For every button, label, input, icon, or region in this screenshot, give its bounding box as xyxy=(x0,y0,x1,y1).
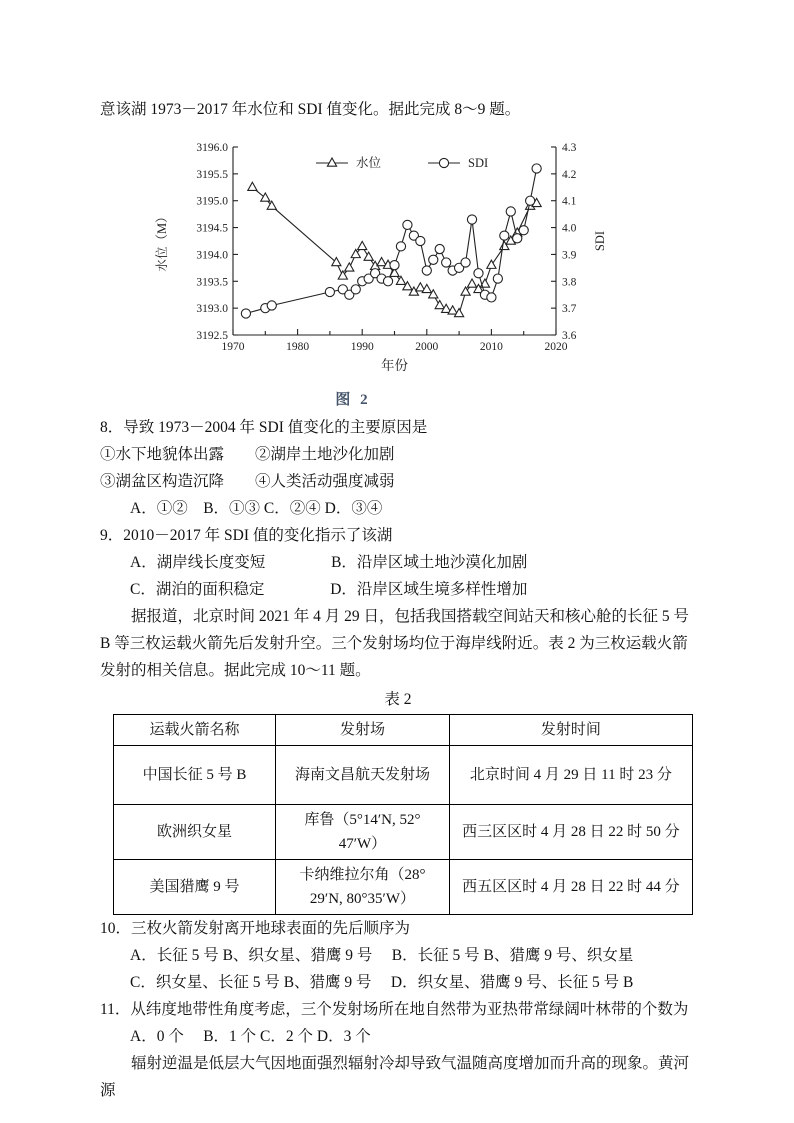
table-cell: 欧洲织女星 xyxy=(114,805,276,860)
table-cell: 北京时间 4 月 29 日 11 时 23 分 xyxy=(449,746,692,805)
svg-text:3.9: 3.9 xyxy=(562,249,577,262)
table-header-cell: 发射场 xyxy=(276,715,450,746)
inversion-paragraph: 辐射逆温是低层大气因地面强烈辐射冷却导致气温随高度增加而升高的现象。黄河源 xyxy=(100,1055,690,1099)
svg-text:3195.0: 3195.0 xyxy=(196,195,228,208)
table-header-row xyxy=(114,715,693,746)
rocket-table-head xyxy=(114,715,693,746)
water-level-sdi-line-chart xyxy=(128,133,638,383)
rocket-paragraph: 据报道，北京时间 2021 年 4 月 29 日，包括我国搭载空间站天和核心舱的长征 5 号 B 等三枚运载火箭先后发射升空。三个发射场均位于海岸线附近。表 2 为三枚运载火箭发射的相关信息。据此完成 10～11 题。 xyxy=(100,608,690,679)
table-cell: 中国长征 5 号 B xyxy=(114,746,276,805)
svg-text:4.0: 4.0 xyxy=(562,222,577,235)
svg-text:3196.0: 3196.0 xyxy=(196,142,228,154)
question-11-options: A．0 个 B．1 个 C．2 个 D．3 个 xyxy=(130,1028,371,1045)
question-8-item-line2: ③湖盆区构造沉降 ④人类活动强度减弱 xyxy=(100,473,395,490)
question-9-options-line2: C．湖泊的面积稳定 D．沿岸区域生境多样性增加 xyxy=(130,581,528,598)
question-11-stem: 11．从纬度地带性角度考虑，三个发射场所在地自然带为亚热带常绿阔叶林带的个数为 xyxy=(100,1001,689,1018)
svg-text:SDI: SDI xyxy=(593,230,607,252)
svg-text:3194.0: 3194.0 xyxy=(196,249,228,262)
table-cell: 库鲁（5°14′N, 52° 47′W） xyxy=(276,805,450,860)
svg-text:3.7: 3.7 xyxy=(562,303,577,316)
table-cell: 海南文昌航天发射场 xyxy=(276,746,450,805)
table-cell: 西五区区时 4 月 28 日 22 时 44 分 xyxy=(449,860,692,915)
svg-text:1970: 1970 xyxy=(221,341,245,353)
question-8-item-line1: ①水下地貌体出露 ②湖岸土地沙化加剧 xyxy=(100,446,395,463)
svg-text:1980: 1980 xyxy=(286,341,310,353)
svg-text:3.6: 3.6 xyxy=(562,330,577,342)
table-cell: 西三区区时 4 月 28 日 22 时 50 分 xyxy=(449,805,692,860)
question-9-stem: 9．2010－2017 年 SDI 值的变化指示了该湖 xyxy=(100,527,393,544)
table-cell: 美国猎鹰 9 号 xyxy=(114,860,276,915)
table-header-cell: 发射时间 xyxy=(449,715,692,746)
svg-text:3195.5: 3195.5 xyxy=(196,168,228,181)
svg-text:1990: 1990 xyxy=(350,341,374,353)
table-row xyxy=(114,860,693,915)
table-row xyxy=(114,805,693,860)
table-header-cell: 运载火箭名称 xyxy=(114,715,276,746)
svg-text:2010: 2010 xyxy=(479,341,503,353)
figure-caption: 图 2 xyxy=(335,392,371,408)
question-8 xyxy=(100,414,696,522)
question-10-options-line2: C．织女星、长征 5 号 B、猎鹰 9 号 D．织女星、猎鹰 9 号、长征 5 号 B xyxy=(130,974,634,991)
question-11 xyxy=(100,996,696,1050)
table-cell: 卡纳维拉尔角（28° 29′N, 80°35′W） xyxy=(276,860,450,915)
svg-text:4.3: 4.3 xyxy=(562,142,577,154)
svg-text:4.2: 4.2 xyxy=(562,168,577,181)
svg-text:3192.5: 3192.5 xyxy=(196,330,228,342)
svg-text:水位（M）: 水位（M） xyxy=(155,210,169,272)
question-8-stem: 8．导致 1973－2004 年 SDI 值变化的主要原因是 xyxy=(100,419,428,436)
svg-text:2020: 2020 xyxy=(544,341,568,353)
svg-text:3193.0: 3193.0 xyxy=(196,303,228,316)
figure-2 xyxy=(128,133,638,414)
svg-text:年份: 年份 xyxy=(381,358,408,373)
intro-paragraph: 意该湖 1973－2017 年水位和 SDI 值变化。据此完成 8～9 题。 xyxy=(100,101,521,118)
svg-text:4.1: 4.1 xyxy=(562,195,577,208)
svg-text:3.8: 3.8 xyxy=(562,276,577,289)
svg-text:SDI: SDI xyxy=(468,156,489,170)
rocket-table-body xyxy=(114,746,693,915)
rocket-table xyxy=(113,714,693,915)
svg-text:3193.5: 3193.5 xyxy=(196,276,228,289)
svg-text:水位: 水位 xyxy=(356,156,382,170)
svg-text:2000: 2000 xyxy=(415,341,439,353)
question-9-options-line1: A．湖岸线长度变短 B．沿岸区域土地沙漠化加剧 xyxy=(130,554,528,571)
question-9 xyxy=(100,522,696,603)
svg-text:3194.5: 3194.5 xyxy=(196,222,228,235)
question-10 xyxy=(100,915,696,996)
question-8-options: A．①② B．①③ C．②④ D．③④ xyxy=(130,500,383,517)
question-10-options-line1: A．长征 5 号 B、织女星、猎鹰 9 号 B．长征 5 号 B、猎鹰 9 号、织女星 xyxy=(130,947,634,964)
table-row xyxy=(114,746,693,805)
question-10-stem: 10．三枚火箭发射离开地球表面的先后顺序为 xyxy=(100,920,411,937)
table-caption: 表 2 xyxy=(384,691,412,708)
page-content xyxy=(100,96,696,1104)
